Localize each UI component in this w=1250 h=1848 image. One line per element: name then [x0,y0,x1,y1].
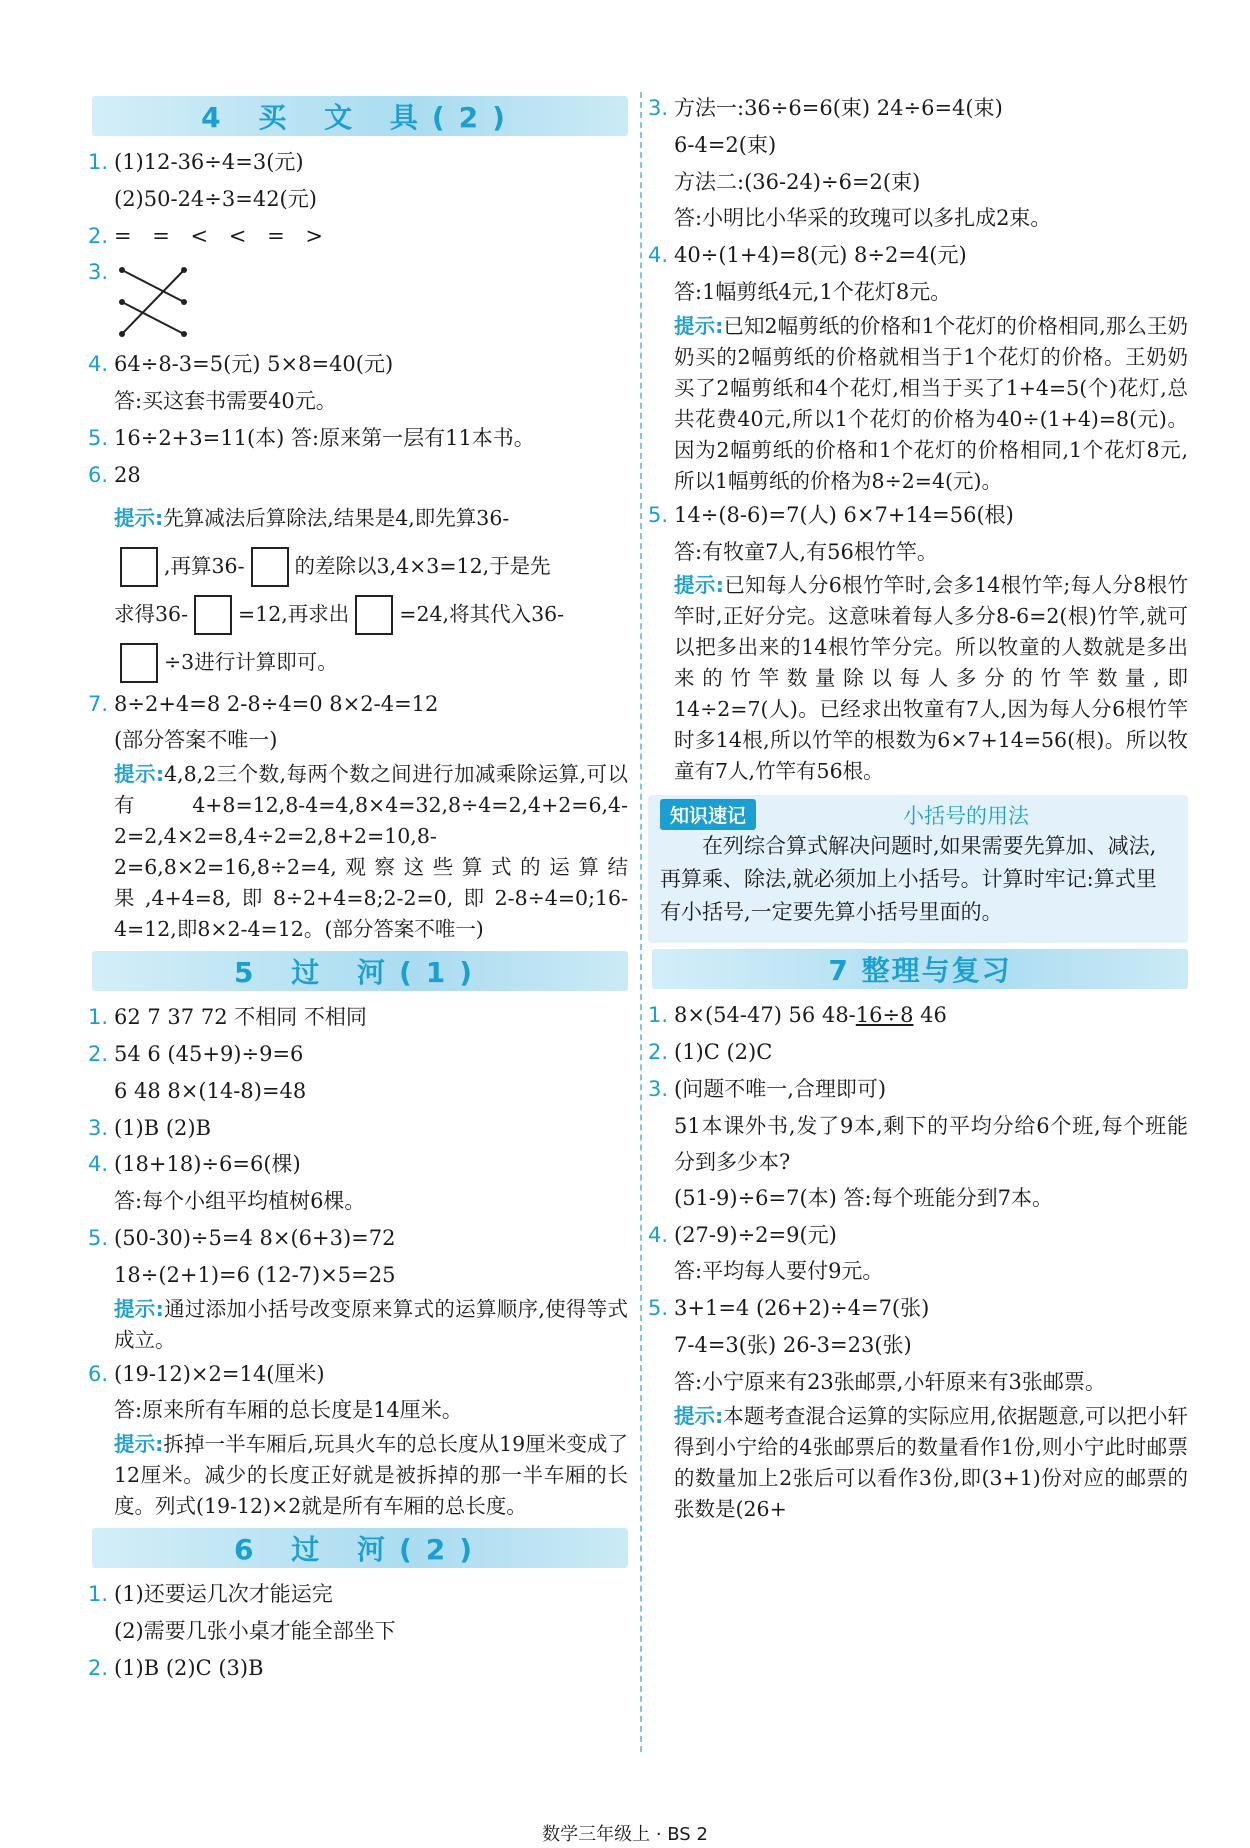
answer-6: 6. 28 [88,462,141,487]
blank-box [120,547,158,587]
section-header-5: 5 过 河(1) [92,951,628,991]
hint-7-5: 提示:本题考查混合运算的实际应用,依据题意,可以把小轩得到小宁给的4张邮票后的数量看作1份,则小宁此时邮票的数量加上2张后可以看作3份,即(3+1)份对应的邮票的张数是(26+ [674,1403,1188,1521]
answer-7-3b: 51本课外书,发了9本,剩下的平均分给6个班,每个班能分到多少本? [674,1113,1188,1174]
answer-1b: (2)50-24÷3=42(元) [114,186,317,211]
blank-box [251,547,289,587]
answer-7-5a: 5. 3+1=4 (26+2)÷4=7(张) [648,1296,930,1321]
knowledge-title: 小括号的用法 [903,803,1029,828]
answer-1a: 1. (1)12-36÷4=3(元) [88,150,304,174]
answer-5-2b: 6 48 8×(14-8)=48 [114,1078,307,1103]
hint-r4: 提示:已知2幅剪纸的价格和1个花灯的价格相同,那么王奶奶买的2幅剪纸的价格就相当于1个花灯的价格。王奶奶买了2幅剪纸和4个花灯,相当于买了1+4=5(个)花灯,总共花费40元,所以1个花灯的价格为40÷(1+4)=8(元)。因为2幅剪纸的价格和1个花灯的价格相同,1个花灯8元,所以1幅剪纸的价格为8÷2=4(元)。 [674,313,1188,493]
blank-box [194,595,232,635]
knowledge-box [648,795,1188,943]
answer-7-5c: 答:小宁原来有23张邮票,小轩原来有3张邮票。 [674,1369,1106,1394]
matching-lines-diagram [114,262,194,342]
answer-7a: 7. 8÷2+4=8 2-8÷4=0 8×2-4=12 [88,691,439,716]
answer-7-3c: (51-9)÷6=7(本) 答:每个班能分到7本。 [674,1185,1053,1210]
answer-r3c: 方法二:(36-24)÷6=2(束) [674,169,921,194]
answer-5-6a: 6. (19-12)×2=14(厘米) [88,1361,325,1386]
answer-7-3a: 3. (问题不唯一,合理即可) [648,1076,887,1101]
page-footer: 数学三年级上 · BS 2 [542,1824,708,1845]
hint-5-5: 提示:通过添加小括号改变原来算式的运算顺序,使得等式成立。 [114,1296,628,1352]
section-header-4: 4 买 文 具(2) [92,96,628,136]
blank-box [355,595,393,635]
answer-5-1: 1. 62 7 37 72 不相同 不相同 [88,1005,367,1030]
answer-r3a: 3. 方法一:36÷6=6(束) 24÷6=4(束) [648,96,1003,120]
section-header-7: 7 整理与复习 [652,949,1188,989]
answer-7-5b: 7-4=3(张) 26-3=23(张) [674,1332,912,1357]
answer-4a: 4. 64÷8-3=5(元) 5×8=40(元) [88,352,394,377]
hint-r5: 提示:已知每人分6根竹竿时,会多14根竹竿;每人分8根竹竿时,正好分完。这意味着每人多分8-6=2(根)竹竿,就可以把多出来的14根竹竿分完。所以牧童的人数就是多出来的竹竿数量除以每人多分的竹竿数量,即14÷2=7(人)。已经求出牧童有7人,因为每人分6根竹竿时多14根,所以竹竿的根数为6×7+14=56(根)。所以牧童有7人,竹竿有56根。 [674,573,1189,784]
answer-6-1b: (2)需要几张小桌才能全部坐下 [114,1618,396,1643]
answer-r3d: 答:小明比小华采的玫瑰可以多扎成2束。 [674,206,1052,231]
left-column [88,90,628,1687]
answer-5-2a: 2. 54 6 (45+9)÷9=6 [88,1041,304,1066]
answer-7-4b: 答:平均每人要付9元。 [674,1259,884,1284]
hint-7: 提示:4,8,2三个数,每两个数之间进行加减乘除运算,可以有4+8=12,8-4=4,8×4=32,8÷4=2,4+2=6,4-2=2,4×2=8,4÷2=2,8+2=10,8-2=6,8×2=16,8÷2=4,观察这些算式的运算结果,4+4=8,即8÷2+4=8;2-2=0,即2-8÷4=0;16-4=12,即8×2-4=12。(部分答案不唯一) [114,762,628,942]
answer-7-4a: 4. (27-9)÷2=9(元) [648,1222,837,1247]
answer-5-5b: 18÷(2+1)=6 (12-7)×5=25 [114,1262,396,1287]
answer-2: 2. = = < < = > [88,223,323,248]
knowledge-tag: 知识速记 [660,799,756,830]
answer-7-1: 1. 8×(54-47) 56 48-16÷8 46 [648,1003,947,1028]
section-header-6: 6 过 河(2) [92,1528,628,1568]
answer-r4a: 4. 40÷(1+4)=8(元) 8÷2=4(元) [648,243,967,268]
knowledge-text: 在列综合算式解决问题时,如果需要先算加、减法,再算乘、除法,就必须加上小括号。计算时牢记:算式里有小括号,一定要先算小括号里面的。 [660,834,1157,925]
answer-5-4a: 4. (18+18)÷6=6(棵) [88,1152,301,1177]
answer-6-1a: 1. (1)还要运几次才能运完 [88,1582,333,1607]
answer-r5a: 5. 14÷(8-6)=7(人) 6×7+14=56(根) [648,502,1014,527]
hint-5-6: 提示:拆掉一半车厢后,玩具火车的总长度从19厘米变成了12厘米。减少的长度正好就是被拆掉的那一半车厢的长度。列式(19-12)×2就是所有车厢的总长度。 [114,1432,628,1519]
answer-r4b: 答:1幅剪纸4元,1个花灯8元。 [674,279,952,304]
right-column [648,90,1188,1525]
answer-5: 5. 16÷2+3=11(本) 答:原来第一层有11本书。 [88,425,535,450]
answer-4b: 答:买这套书需要40元。 [114,389,337,414]
blank-box [120,643,158,683]
answer-3: 3. [88,254,628,346]
answer-7b: (部分答案不唯一) [114,728,278,753]
column-divider [640,92,642,1752]
hint-6: 提示:先算减法后算除法,结果是4,即先算36- ,再算36- 的差除以3,4×3=12,于是先 求得36- =12,再求出 =24,将其代入36- ÷3进行计算即可。 [88,494,628,686]
answer-7-2: 2. (1)C (2)C [648,1040,773,1065]
answer-6-2: 2. (1)B (2)C (3)B [88,1655,264,1680]
answer-5-6b: 答:原来所有车厢的总长度是14厘米。 [114,1398,463,1423]
answer-5-4b: 答:每个小组平均植树6棵。 [114,1189,366,1214]
answer-r3b: 6-4=2(束) [674,132,777,157]
answer-5-5a: 5. (50-30)÷5=4 8×(6+3)=72 [88,1225,396,1250]
answer-5-3: 3. (1)B (2)B [88,1115,212,1140]
answer-r5b: 答:有牧童7人,有56根竹竿。 [674,539,938,564]
